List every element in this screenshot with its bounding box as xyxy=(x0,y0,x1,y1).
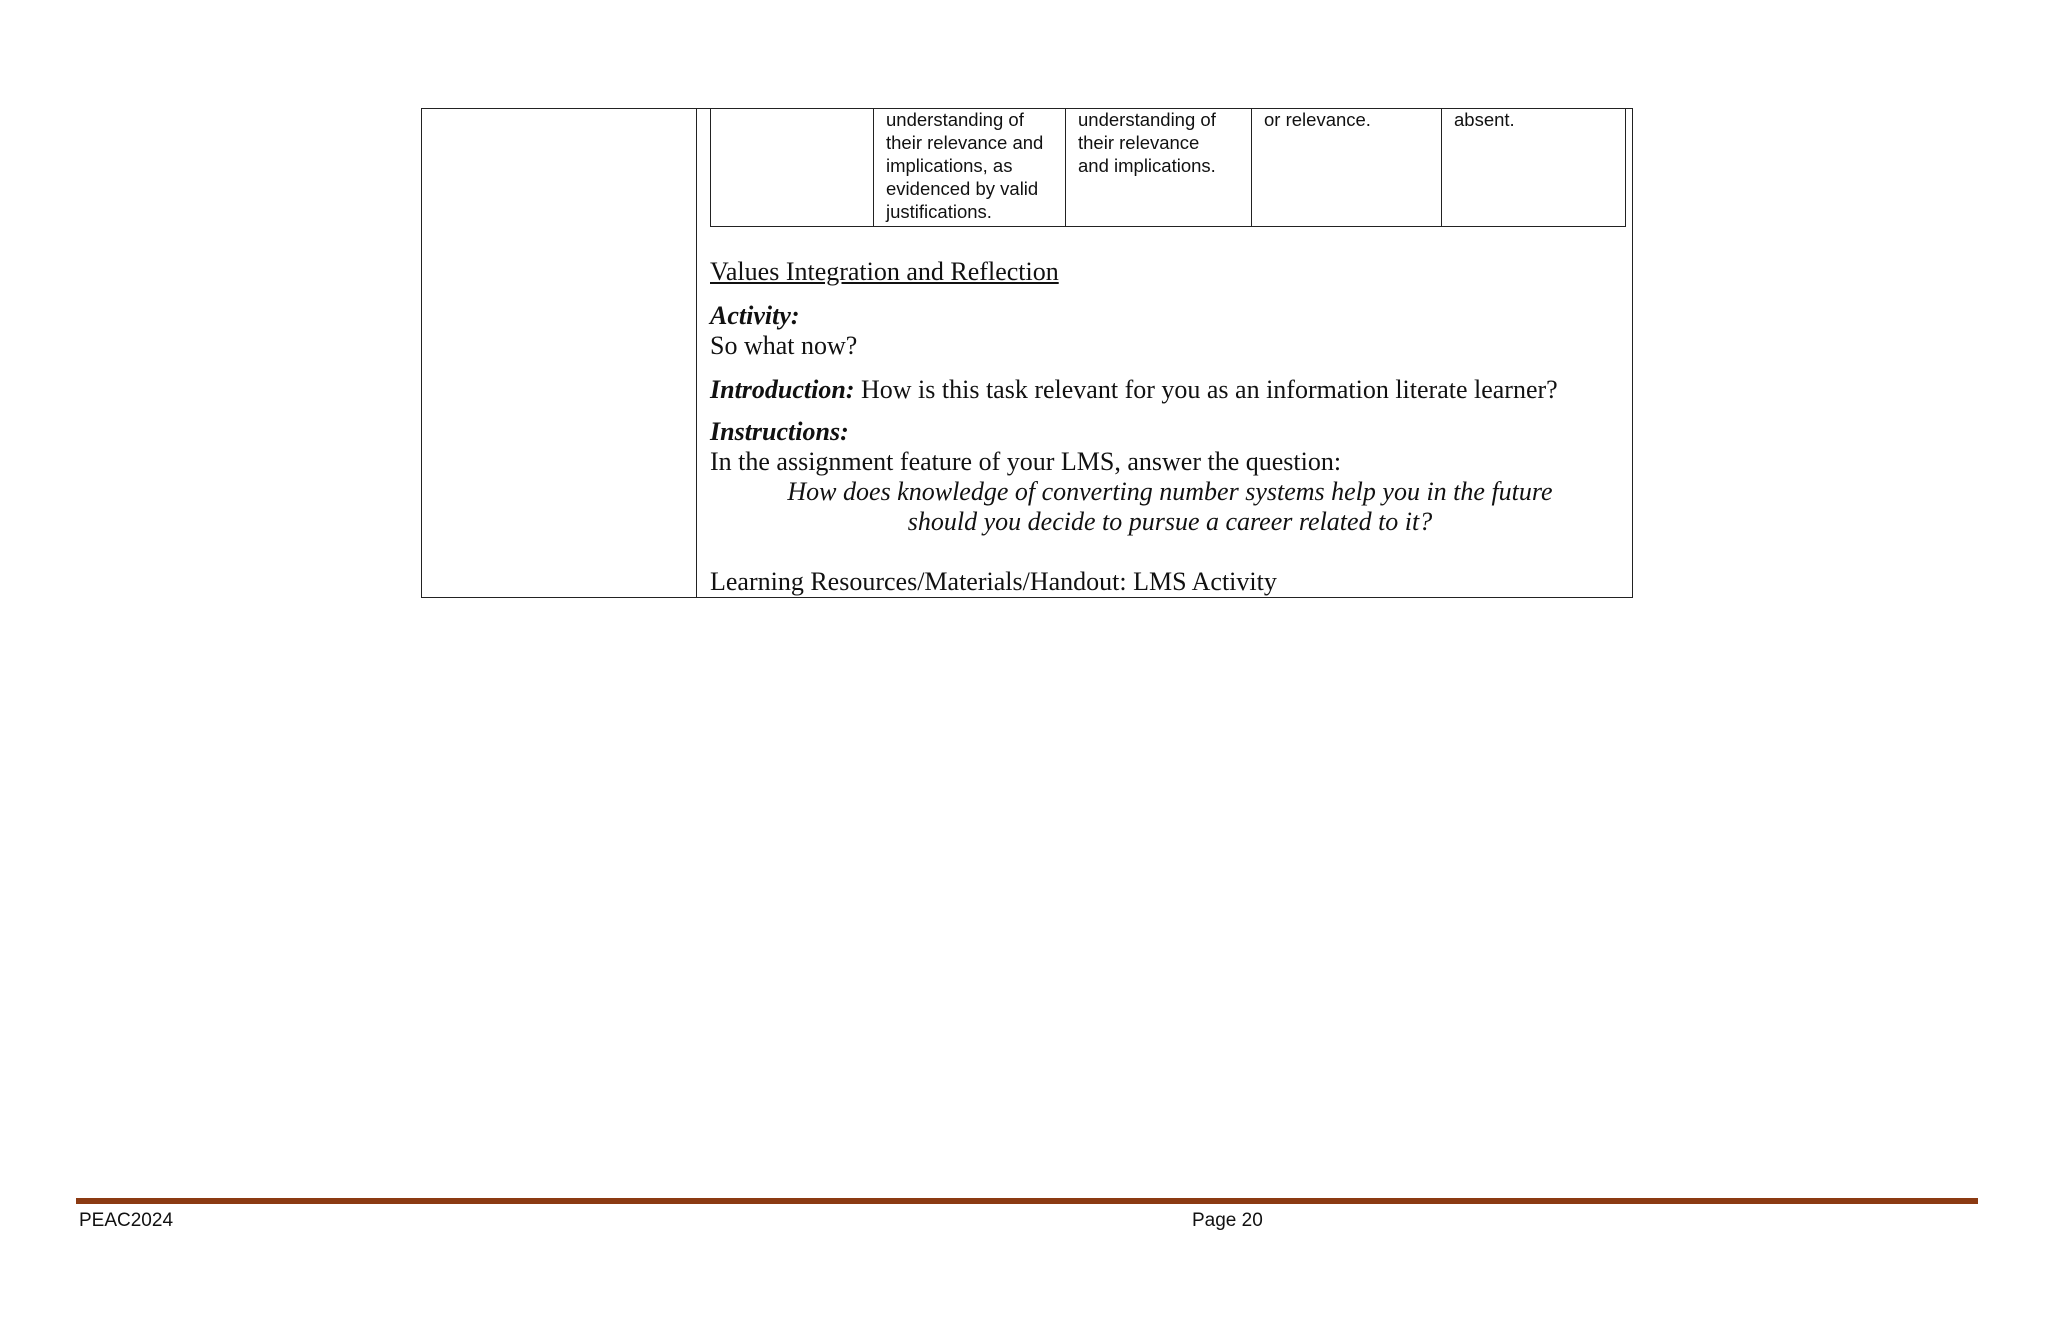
instructions-label: Instructions: xyxy=(710,417,849,446)
rubric-cell-text: understanding of their relevance and implications. xyxy=(1078,109,1216,176)
rubric-cell-developing xyxy=(1251,109,1441,226)
learning-resources: Learning Resources/Materials/Handout: LMS Activity xyxy=(710,567,1277,596)
rubric-cell-proficient xyxy=(1065,109,1251,226)
introduction-paragraph xyxy=(710,375,1630,405)
rubric-table xyxy=(710,109,1626,227)
reflection-question-line-1: How does knowledge of converting number systems help you in the future xyxy=(787,477,1553,506)
introduction-label: Introduction: xyxy=(710,375,855,404)
page-number: Page 20 xyxy=(1192,1210,1263,1231)
activity-text: So what now? xyxy=(710,331,858,360)
reflection-question-line-2: should you decide to pursue a career related to it? xyxy=(907,507,1433,536)
instructions-text: In the assignment feature of your LMS, answer the question: xyxy=(710,447,1342,476)
footer-rule xyxy=(76,1198,1978,1204)
introduction-text: How is this task relevant for you as an information literate learner? xyxy=(854,375,1558,404)
table-column-divider xyxy=(696,109,697,597)
rubric-cell-criteria xyxy=(711,109,873,226)
rubric-cell-excellent xyxy=(873,109,1065,226)
rubric-cell-text: absent. xyxy=(1454,109,1515,130)
rubric-cell-beginning xyxy=(1441,109,1625,226)
activity-label: Activity: xyxy=(710,301,800,330)
footer-label: PEAC2024 xyxy=(79,1210,174,1231)
section-heading: Values Integration and Reflection xyxy=(710,257,1059,286)
lesson-plan-table xyxy=(421,108,1633,598)
rubric-cell-text: or relevance. xyxy=(1264,109,1371,130)
rubric-cell-text: understanding of their relevance and implications, as evidenced by valid justifications. xyxy=(886,109,1044,222)
